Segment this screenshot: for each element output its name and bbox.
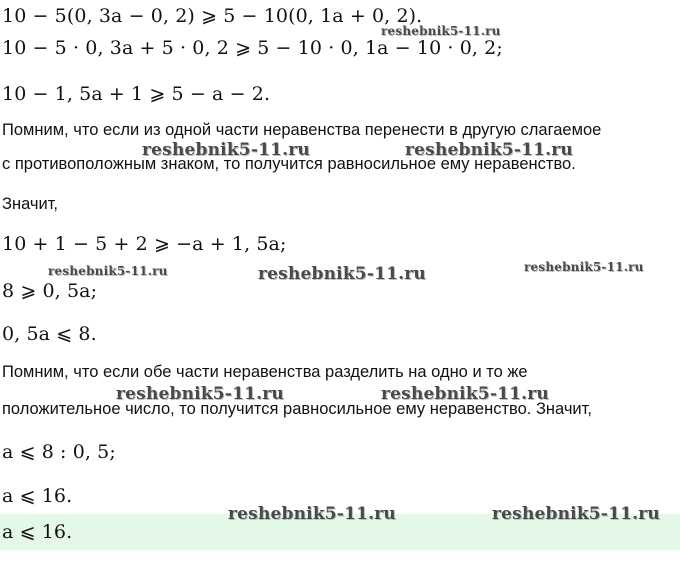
rule-note-1-line-2: с противоположным знаком, то получится равносильное ему неравенство. (2, 155, 576, 173)
watermark: reshebnik5-11.ru (228, 504, 396, 524)
watermark: reshebnik5-11.ru (492, 504, 660, 524)
equation-line-5: 8 ⩾ 0, 5a; (2, 280, 98, 302)
equation-line-2: 10 − 5 · 0, 3a + 5 · 0, 2 ⩾ 5 − 10 · 0, 1a − 10 · 0, 2; (2, 37, 503, 59)
equation-line-8: a ⩽ 16. (2, 485, 73, 507)
watermark: reshebnik5-11.ru (381, 24, 501, 38)
final-answer: a ⩽ 16. (2, 521, 73, 543)
rule-note-1-line-1: Помним, что если из одной части неравенства перенести в другую слагаемое (2, 121, 602, 139)
equation-line-3: 10 − 1, 5a + 1 ⩾ 5 − a − 2. (2, 83, 271, 105)
rule-note-2-line-1: Помним, что если обе части неравенства разделить на одно и то же (2, 363, 528, 381)
watermark: reshebnik5-11.ru (405, 140, 573, 160)
equation-line-4: 10 + 1 − 5 + 2 ⩾ −a + 1, 5a; (2, 233, 287, 255)
rule-note-2-line-2: положительное число, то получится равносильное ему неравенство. Значит, (2, 400, 592, 418)
equation-line-6: 0, 5a ⩽ 8. (2, 323, 97, 345)
watermark: reshebnik5-11.ru (381, 384, 549, 404)
watermark: reshebnik5-11.ru (524, 260, 644, 274)
watermark: reshebnik5-11.ru (48, 264, 168, 278)
equation-line-7: a ⩽ 8 : 0, 5; (2, 441, 116, 463)
equation-line-1: 10 − 5(0, 3a − 0, 2) ⩾ 5 − 10(0, 1a + 0, 2). (2, 5, 423, 27)
watermark: reshebnik5-11.ru (116, 384, 284, 404)
conclusion-label: Значит, (2, 195, 59, 213)
watermark: reshebnik5-11.ru (258, 264, 426, 284)
watermark: reshebnik5-11.ru (142, 140, 310, 160)
